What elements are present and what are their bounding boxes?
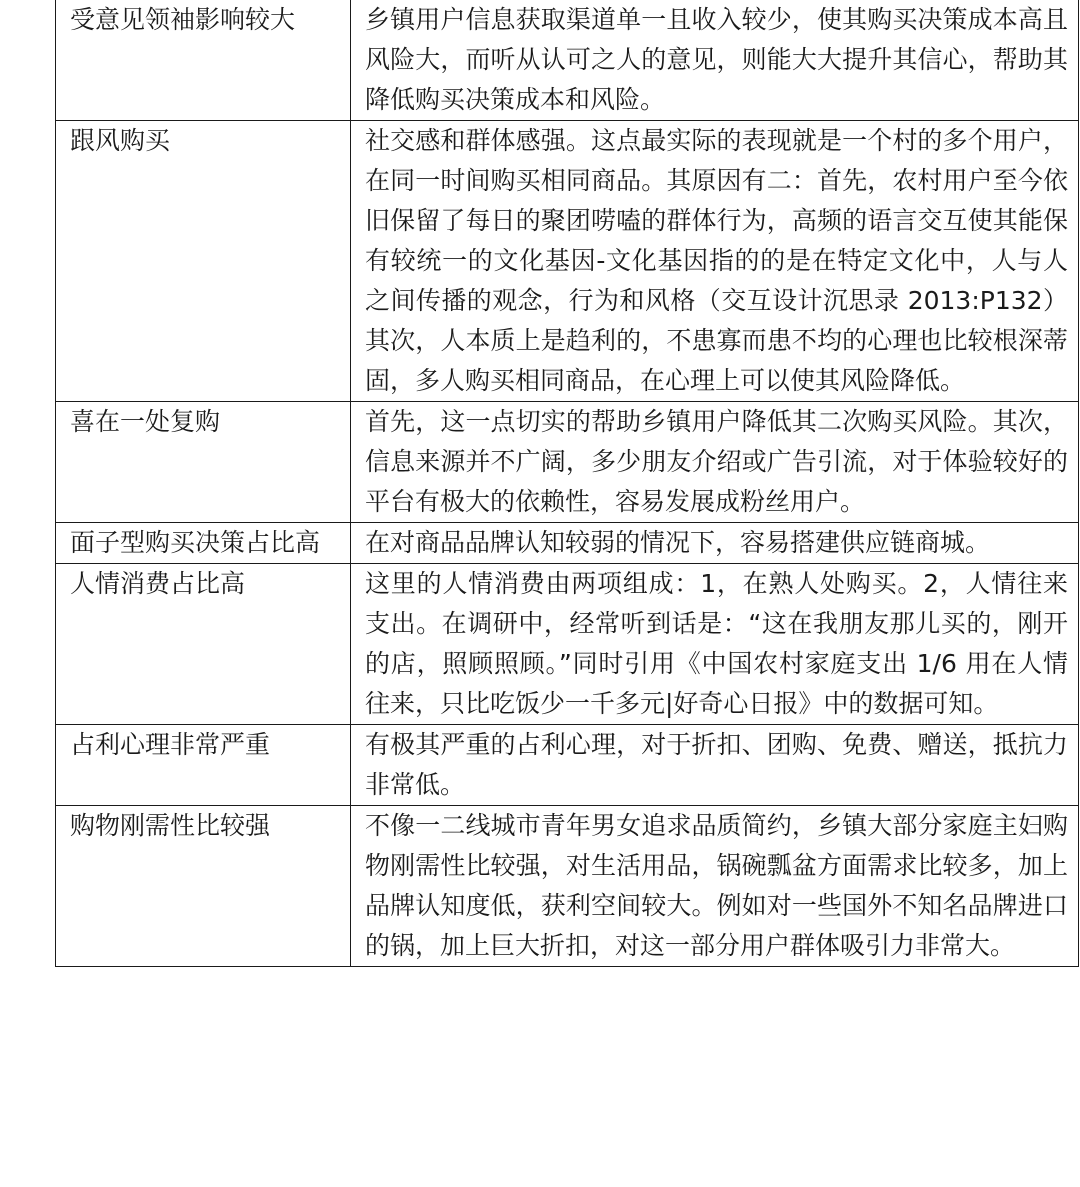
table-row	[56, 806, 1079, 967]
row-description: 有极其严重的占利心理，对于折扣、团购、免费、赠送，抵抗力非常低。	[351, 725, 1079, 806]
row-description: 首先，这一点切实的帮助乡镇用户降低其二次购买风险。其次，信息来源并不广阔，多少朋友介绍或广告引流，对于体验较好的平台有极大的依赖性，容易发展成粉丝用户。	[351, 402, 1079, 523]
table-row	[56, 0, 1079, 121]
table-row	[56, 402, 1079, 523]
table-row	[56, 523, 1079, 564]
row-description: 这里的人情消费由两项组成：1，在熟人处购买。2，人情往来支出。在调研中，经常听到话是：“这在我朋友那儿买的，刚开的店，照顾照顾。”同时引用《中国农村家庭支出 1/6 用在人情往来，只比吃饭少一千多元|好奇心日报》中的数据可知。	[351, 564, 1079, 725]
row-description: 社交感和群体感强。这点最实际的表现就是一个村的多个用户，在同一时间购买相同商品。其原因有二：首先，农村用户至今依旧保留了每日的聚团唠嗑的群体行为，高频的语言交互使其能保有较统一的文化基因-文化基因指的的是在特定文化中，人与人之间传播的观念，行为和风格（交互设计沉思录 2013:P132）其次，人本质上是趋利的，不患寡而患不均的心理也比较根深蒂固，多人购买相同商品，在心理上可以使其风险降低。	[351, 121, 1079, 402]
row-description: 在对商品品牌认知较弱的情况下，容易搭建供应链商城。	[351, 523, 1079, 564]
row-description: 乡镇用户信息获取渠道单一且收入较少，使其购买决策成本高且风险大，而听从认可之人的意见，则能大大提升其信心，帮助其降低购买决策成本和风险。	[351, 0, 1079, 121]
row-label: 购物刚需性比较强	[56, 806, 351, 967]
row-label: 喜在一处复购	[56, 402, 351, 523]
table-row	[56, 725, 1079, 806]
row-label: 人情消费占比高	[56, 564, 351, 725]
row-label: 占利心理非常严重	[56, 725, 351, 806]
table-row	[56, 564, 1079, 725]
row-label: 跟风购买	[56, 121, 351, 402]
row-label: 面子型购买决策占比高	[56, 523, 351, 564]
row-label: 受意见领袖影响较大	[56, 0, 351, 121]
table-row	[56, 121, 1079, 402]
user-characteristics-table	[55, 0, 1079, 967]
row-description: 不像一二线城市青年男女追求品质简约，乡镇大部分家庭主妇购物刚需性比较强，对生活用品，锅碗瓢盆方面需求比较多，加上品牌认知度低，获利空间较大。例如对一些国外不知名品牌进口的锅，加上巨大折扣，对这一部分用户群体吸引力非常大。	[351, 806, 1079, 967]
